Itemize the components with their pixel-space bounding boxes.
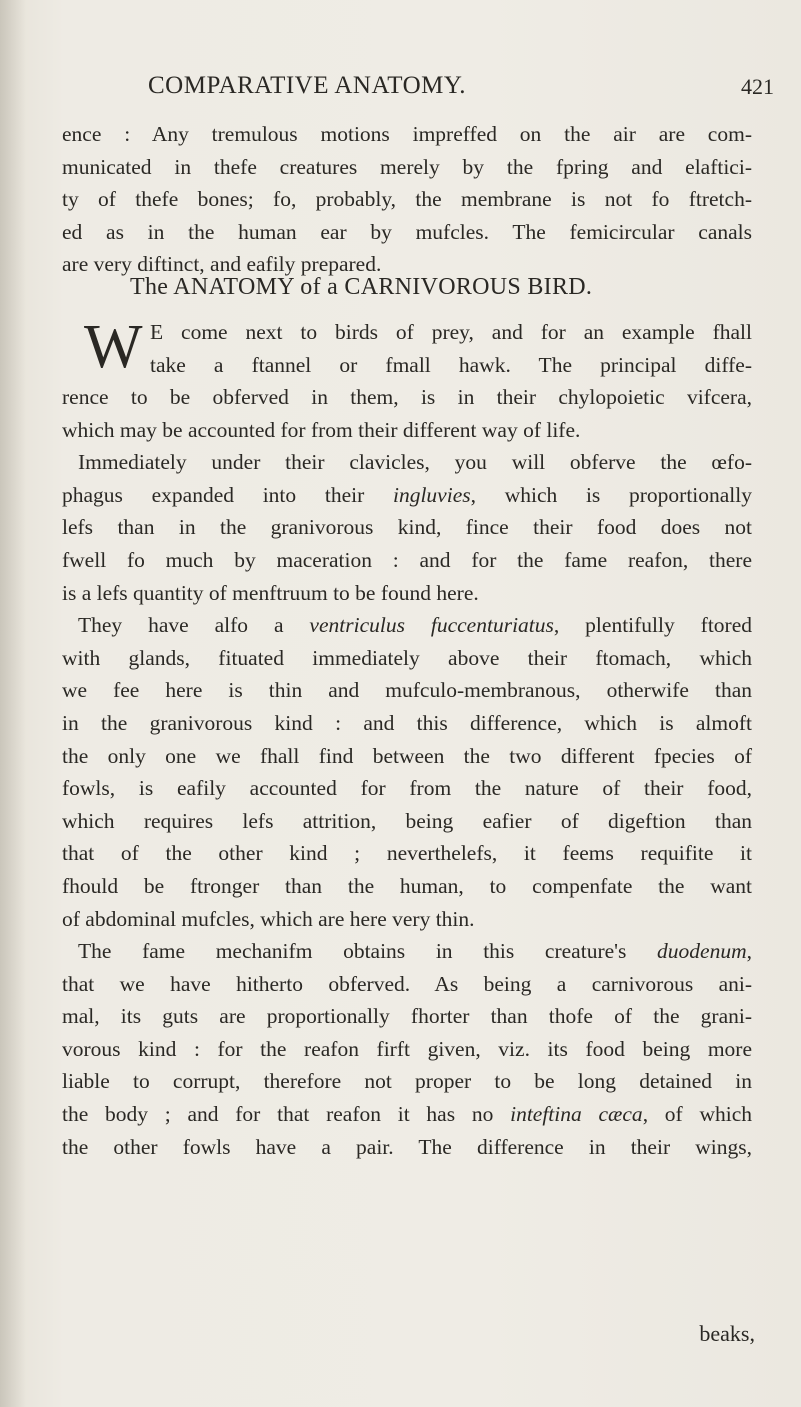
- text-line: [62, 1065, 752, 1098]
- text-segment: , plentifully ftored: [553, 613, 753, 638]
- text-line: [62, 414, 752, 447]
- text-segment: that we have hitherto obferved. As being a carnivorous ani-: [62, 971, 752, 996]
- italic-term: inteftina cæca: [510, 1102, 643, 1127]
- text-segment: They have alfo a: [78, 613, 310, 638]
- text-segment: that of the other kind ; neverthelefs, it feems requifite it: [62, 841, 752, 866]
- text-line: [62, 674, 752, 707]
- text-segment: rence to be obferved in them, is in their chylopoietic vifcera,: [62, 385, 752, 409]
- italic-term: duodenum: [657, 939, 747, 964]
- text-segment: with glands, fituated immediately above their ftomach, which: [62, 645, 752, 670]
- text-segment: is a lefs quantity of menftruum to be found here.: [62, 580, 479, 605]
- text-line: municated in thefe creatures merely by the fpring and elaftici-: [62, 154, 752, 179]
- italic-term: ingluvies: [392, 482, 471, 507]
- text-line: E come next to birds of prey, and for an example fhall: [150, 320, 752, 344]
- text-line: [62, 544, 752, 577]
- text-segment: we fee here is thin and mufculo-membranous, otherwife than: [62, 678, 752, 703]
- text-line: are very diftinct, and eafily prepared.: [62, 252, 382, 277]
- running-head: [148, 72, 774, 106]
- page-number: 421: [741, 74, 774, 99]
- catchword: beaks,: [699, 1321, 755, 1346]
- opening-paragraph: [62, 118, 752, 281]
- text-segment: lefs than in the granivorous kind, fince their food does not: [62, 515, 752, 540]
- text-line: [62, 1098, 752, 1131]
- text-line: [62, 511, 752, 544]
- italic-term: ventriculus fuccenturiatus: [309, 613, 554, 638]
- text-line: [62, 1131, 752, 1164]
- text-line: [62, 772, 752, 805]
- text-segment: , of which: [642, 1102, 753, 1127]
- drop-cap-letter: W: [84, 313, 143, 381]
- text-line: [62, 837, 752, 870]
- text-line: [62, 805, 752, 838]
- text-line: [62, 707, 752, 740]
- text-line: [62, 609, 752, 642]
- text-line: [62, 870, 752, 903]
- text-line: [62, 968, 752, 1001]
- text-segment: the other fowls have a pair. The difference in their wings,: [62, 1134, 752, 1159]
- text-segment: liable to corrupt, therefore not proper to be long detained in: [62, 1069, 752, 1094]
- text-segment: , which is proportionally: [470, 482, 753, 507]
- text-line: [62, 642, 752, 675]
- text-line: [62, 446, 752, 479]
- text-segment: which requires lefs attrition, being eafier of digeftion than: [62, 808, 752, 833]
- text-segment: in the granivorous kind : and this difference, which is almoft: [62, 710, 752, 735]
- text-line: [62, 903, 752, 936]
- text-segment: The fame mechanifm obtains in this creature's: [78, 939, 658, 964]
- text-segment: phagus expanded into their: [62, 482, 393, 507]
- text-segment: of abdominal mufcles, which are here very thin.: [62, 906, 475, 931]
- text-segment: vorous kind : for the reafon firft given, viz. its food being more: [62, 1036, 752, 1061]
- text-line: [62, 1000, 752, 1033]
- text-line: [62, 577, 752, 610]
- body-text: [62, 381, 752, 1163]
- text-segment: fhould be ftronger than the human, to compenfate the want: [62, 873, 752, 898]
- binding-gutter-shadow: [0, 0, 26, 1407]
- text-segment: mal, its guts are proportionally fhorter than thofe of the grani-: [62, 1004, 752, 1029]
- text-segment: the body ; and for that reafon it has no: [62, 1102, 511, 1127]
- text-segment: fowls, is eafily accounted for from the nature of their food,: [62, 776, 752, 801]
- text-line: ence : Any tremulous motions impreffed on the air are com-: [62, 122, 752, 146]
- text-line: ed as in the human ear by mufcles. The femicircular canals: [62, 219, 752, 244]
- text-line: [62, 381, 752, 414]
- text-line: [62, 740, 752, 773]
- text-segment: ,: [746, 939, 752, 964]
- text-line: [62, 1033, 752, 1066]
- running-head-title: COMPARATIVE ANATOMY.: [148, 72, 466, 99]
- section-heading: The ANATOMY of a CARNIVOROUS BIRD.: [130, 274, 593, 300]
- text-line: [62, 935, 752, 968]
- text-segment: the only one we fhall find between the two different fpecies of: [62, 743, 752, 768]
- drop-cap-paragraph: [62, 313, 752, 381]
- text-line: ty of thefe bones; fo, probably, the membrane is not fo ftretch-: [62, 187, 752, 212]
- text-segment: which may be accounted for from their different way of life.: [62, 417, 581, 442]
- text-segment: Immediately under their clavicles, you will obferve the œfo-: [78, 450, 752, 475]
- text-line: [62, 479, 752, 512]
- text-segment: fwell fo much by maceration : and for the fame reafon, there: [62, 547, 752, 572]
- text-line: take a ftannel or fmall hawk. The principal diffe-: [150, 352, 752, 377]
